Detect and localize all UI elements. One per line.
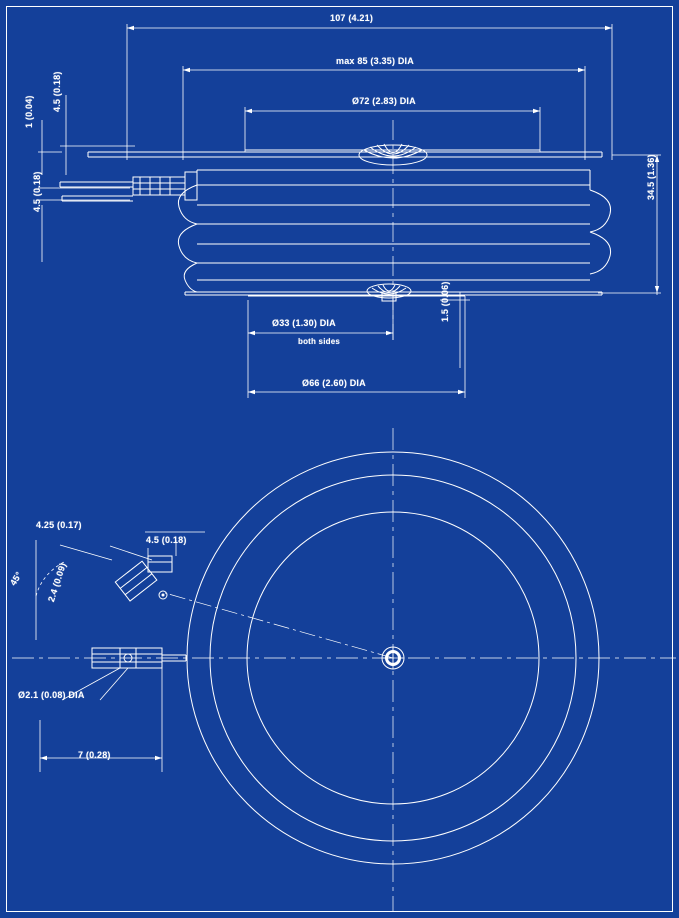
plan-gate-terminal <box>92 556 393 668</box>
note-both-sides: both sides <box>298 337 341 346</box>
dim-label-contact-area-diameter: Ø72 (2.83) DIA <box>352 96 416 106</box>
dim-label-anode-contact-diameter: Ø66 (2.60) DIA <box>302 378 366 388</box>
dim-gate-lead-offset <box>60 95 135 175</box>
dim-label-anode-step-height: 1.5 (0.06) <box>440 281 450 322</box>
dim-label-auxiliary-lead-diameter: Ø2.1 (0.08) DIA <box>18 690 85 700</box>
dim-label-terminal-projection: 7 (0.28) <box>78 750 111 760</box>
dim-overall-width <box>127 24 612 160</box>
device-side-profile <box>60 144 611 301</box>
dim-label-gate-lead-angle: 45° <box>8 569 25 588</box>
dim-label-gate-tab-height: 2.4 (0.09) <box>46 561 69 604</box>
dim-label-overall-height: 34.5 (1.36) <box>646 154 656 200</box>
dim-label-cathode-contact-diameter: Ø33 (1.30) DIA <box>272 318 336 328</box>
dim-label-overall-width: 107 (4.21) <box>330 13 374 23</box>
dim-terminal-thickness <box>38 120 62 175</box>
dim-label-gate-lead-offset: 4.5 (0.18) <box>52 71 62 112</box>
dim-label-gate-lead-length: 4.5 (0.18) <box>32 171 42 212</box>
dim-label-cathode-terminal-thickness: 1 (0.04) <box>24 95 34 128</box>
dim-pole-piece-diameter <box>183 66 585 160</box>
dim-gate-lead-length <box>38 188 130 262</box>
dim-label-pole-piece-diameter: max 85 (3.35) DIA <box>336 56 414 66</box>
plan-centerlines <box>12 428 676 912</box>
dim-label-gate-terminal-width: 4.25 (0.17) <box>36 520 82 530</box>
dim-label-gate-terminal-length: 4.5 (0.18) <box>146 535 187 545</box>
